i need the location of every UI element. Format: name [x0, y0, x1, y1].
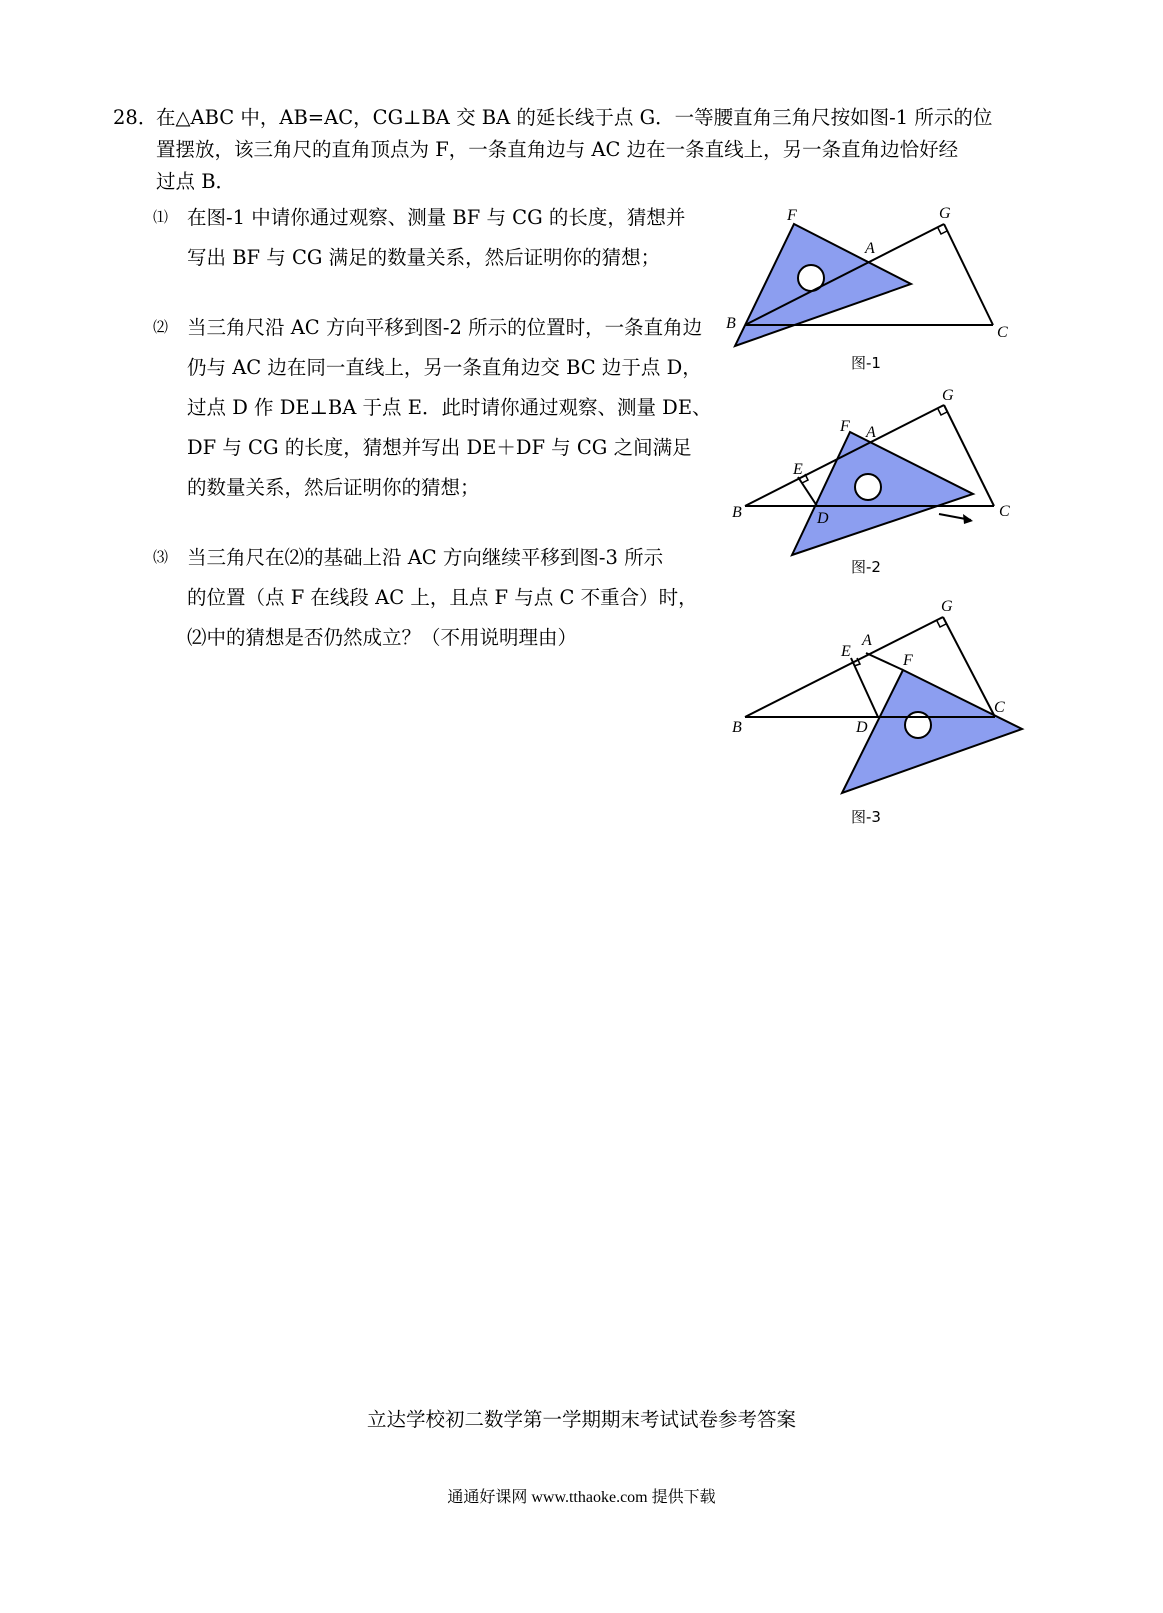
fig3-label-B: B — [732, 719, 742, 736]
fig1-label-C: C — [997, 324, 1008, 341]
fig1-label-G: G — [939, 205, 951, 222]
fig3-set-square-hole — [905, 712, 931, 738]
fig3-label-F: F — [903, 652, 913, 669]
footer-title: 立达学校初二数学第一学期期末考试试卷参考答案 — [366, 1408, 796, 1431]
part-2-line-3: 过点 D 作 DE⊥BA 于点 E．此时请你通过观察、测量 DE、 — [187, 396, 712, 419]
fig1-label-F: F — [787, 207, 797, 224]
part-2-marker: ⑵ — [153, 318, 169, 336]
part-3-line-3: ⑵中的猜想是否仍然成立？（不用说明理由） — [187, 626, 578, 649]
fig1-label-A: A — [865, 240, 875, 257]
fig3-label-G: G — [941, 598, 953, 615]
part-1-line-1: 在图-1 中请你通过观察、测量 BF 与 CG 的长度，猜想并 — [187, 206, 686, 229]
problem-number: 28． — [113, 106, 158, 129]
fig2-label-D: D — [817, 510, 829, 527]
figure-2 — [715, 380, 1045, 580]
part-3-line-2: 的位置（点 F 在线段 AC 上，且点 F 与点 C 不重合）时， — [187, 586, 698, 609]
part-3-marker: ⑶ — [153, 548, 169, 566]
part-2-line-2: 仍与 AC 边在同一直线上，另一条直角边交 BC 边于点 D， — [187, 356, 702, 379]
part-2-line-1: 当三角尺沿 AC 方向平移到图-2 所示的位置时，一条直角边 — [187, 316, 703, 339]
problem-line-3: 过点 B． — [156, 170, 236, 193]
fig3-label-E: E — [841, 643, 851, 660]
fig2-label-B: B — [732, 504, 742, 521]
fig3-label-A: A — [862, 632, 872, 649]
fig2-set-square — [792, 432, 973, 555]
fig3-label-C: C — [994, 699, 1005, 716]
figure-3 — [715, 595, 1045, 830]
part-2-line-4: DF 与 CG 的长度，猜想并写出 DE＋DF 与 CG 之间满足 — [187, 436, 692, 459]
problem-line-1: 在△ABC 中，AB=AC，CG⊥BA 交 BA 的延长线于点 G．一等腰直角三角尺按如图-1 所示的位 — [156, 106, 993, 129]
part-1-line-2: 写出 BF 与 CG 满足的数量关系，然后证明你的猜想； — [187, 246, 661, 269]
fig2-caption: 图-2 — [851, 558, 881, 576]
fig2-label-G: G — [942, 387, 954, 404]
fig2-label-A: A — [866, 424, 876, 441]
fig3-caption: 图-3 — [851, 808, 881, 826]
part-1-marker: ⑴ — [153, 208, 169, 226]
part-3-line-1: 当三角尺在⑵的基础上沿 AC 方向继续平移到图-3 所示 — [187, 546, 664, 569]
fig2-set-square-hole — [855, 474, 881, 500]
fig1-caption: 图-1 — [851, 354, 881, 372]
part-2-line-5: 的数量关系，然后证明你的猜想； — [187, 476, 480, 499]
fig3-label-D: D — [856, 719, 868, 736]
fig3-set-square — [842, 670, 1022, 793]
figure-1 — [715, 200, 1045, 380]
fig2-label-F: F — [840, 418, 850, 435]
footer-source: 通通好课网 www.tthaoke.com 提供下载 — [447, 1489, 716, 1506]
problem-line-2: 置摆放，该三角尺的直角顶点为 F，一条直角边与 AC 边在一条直线上，另一条直角边恰好经 — [156, 138, 959, 161]
fig2-label-E: E — [793, 461, 803, 478]
fig2-label-C: C — [999, 503, 1010, 520]
fig1-label-B: B — [726, 315, 736, 332]
